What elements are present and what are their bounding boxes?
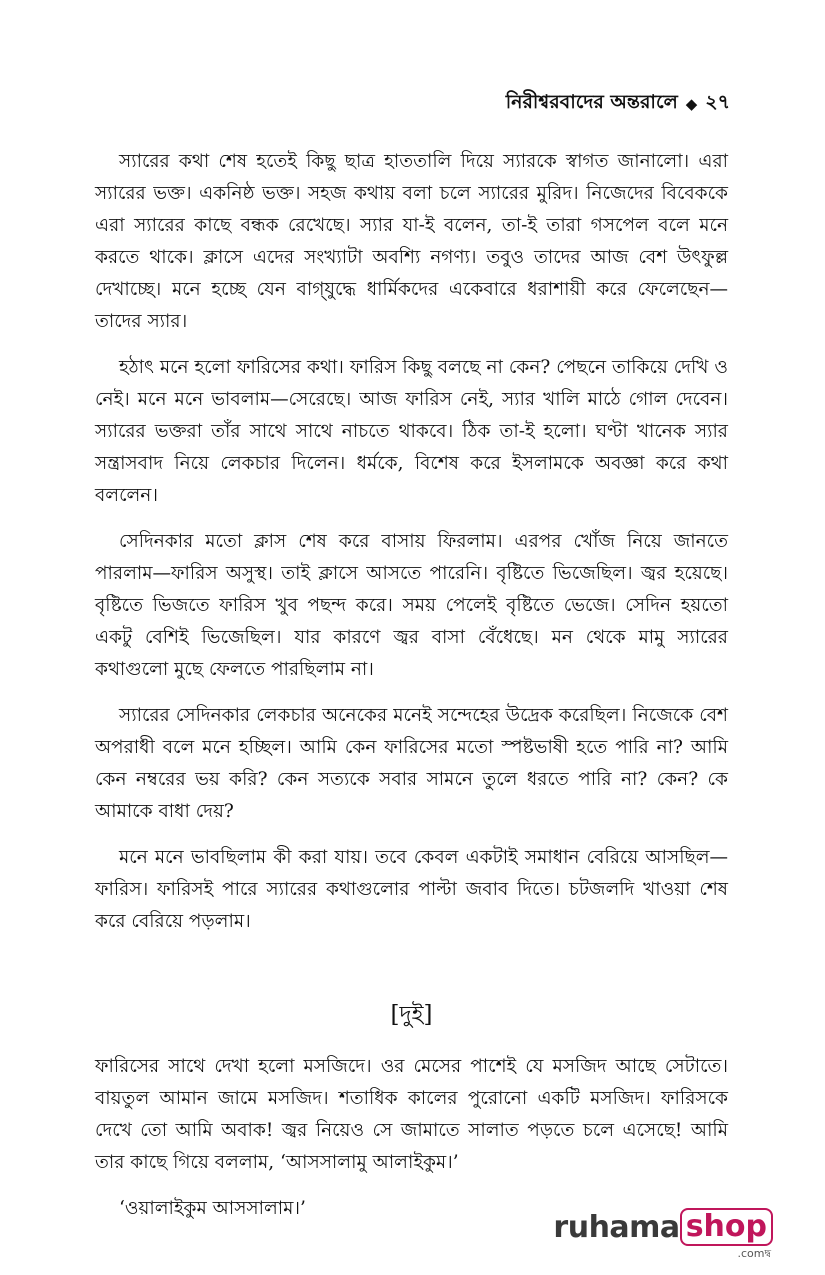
section-heading: [দুই] <box>390 1002 433 1028</box>
paragraph: ‘ওয়ালাইকুম আসসালাম।’ <box>119 1198 306 1219</box>
page-body <box>95 146 728 1239</box>
paragraph: স্যারের সেদিনকার লেকচার অনেকের মনেই সন্দেহের উদ্রেক করেছিল। নিজেকে বেশ অপরাধী বলে মনে হচ্ছিল। আমি কেন ফারিসের মতো স্পষ্টভাষী হতে পারি না? আমি কেন নম্বরের ভয় করি? কেন সত্যকে সবার সামনে তুলে ধরতে পারি না? কেন? কে আমাকে বাধা দেয়? <box>95 705 728 822</box>
watermark-text: ruhama <box>553 1209 680 1245</box>
book-title: নিরীশ্বরবাদের অন্তরালে <box>505 91 678 113</box>
paragraph: ফারিসের সাথে দেখা হলো মসজিদে। ওর মেসের পাশেই যে মসজিদ আছে সেটাতে। বায়তুল আমান জামে মসজিদ। শতাধিক কালের পুরোনো একটি মসজিদ। ফারিসকে দেখে তো আমি অবাক! জ্বর নিয়েও সে জামাতে সালাত পড়তে চলে এসেছে! আমি তার কাছে গিয়ে বললাম, ‘আসসালামু আলাইকুম।’ <box>95 1056 728 1173</box>
paragraph: মনে মনে ভাবছিলাম কী করা যায়। তবে কেবল একটাই সমাধান বেরিয়ে আসছিল—ফারিস। ফারিসই পারে স্যারের কথাগুলোর পাল্টা জবাব দিতে। চটজলদি খাওয়া শেষ করে বেরিয়ে পড়লাম। <box>95 847 728 932</box>
paragraph: স্যারের কথা শেষ হতেই কিছু ছাত্র হাততালি দিয়ে স্যারকে স্বাগত জানালো। এরা স্যারের ভক্ত। একনিষ্ঠ ভক্ত। সহজ কথায় বলা চলে স্যারের মুরিদ। নিজেদের বিবেককে এরা স্যারের কাছে বন্ধক রেখেছে। স্যার যা-ই বলেন, তা-ই তারা গসপেল বলে মনে করতে থাকে। ক্লাসে এদের সংখ্যাটা অবশ্যি নগণ্য। তবুও তাদের আজ বেশ উৎফুল্ল দেখাচ্ছে। মনে হচ্ছে যেন বাগ্‌যুদ্ধে ধার্মিকদের একেবারে ধরাশায়ী করে ফেলেছেন—তাদের স্যার। <box>95 151 728 332</box>
paragraph: হঠাৎ মনে হলো ফারিসের কথা। ফারিস কিছু বলছে না কেন? পেছনে তাকিয়ে দেখি ও নেই। মনে মনে ভাবলাম—সেরেছে। আজ ফারিস নেই, স্যার খালি মাঠে গোল দেবেন। স্যারের ভক্তরা তাঁর সাথে সাথে নাচতে থাকবে। ঠিক তা-ই হলো। ঘণ্টা খানেক স্যার সন্ত্রাসবাদ নিয়ে লেকচার দিলেন। ধর্মকে, বিশেষ করে ইসলামকে অবজ্ঞা করে কথা বললেন। <box>95 357 728 506</box>
paragraph: সেদিনকার মতো ক্লাস শেষ করে বাসায় ফিরলাম। এরপর খোঁজ নিয়ে জানতে পারলাম—ফারিস অসুস্থ। তাই ক্লাসে আসতে পারেনি। বৃষ্টিতে ভিজেছিল। জ্বর হয়েছে। বৃষ্টিতে ভিজতে ফারিস খুব পছন্দ করে। সময় পেলেই বৃষ্টিতে ভেজে। সেদিন হয়তো একটু বেশিই ভিজেছিল। যার কারণে জ্বর বাসা বেঁধেছে। মন থেকে মামু স্যারের কথাগুলো মুছে ফেলতে পারছিলাম না। <box>95 531 728 680</box>
watermark-text: shop <box>680 1208 773 1246</box>
running-header <box>506 88 730 120</box>
page-number: ২৭ <box>705 91 730 113</box>
watermark-text: .comদ্ব <box>737 1247 771 1260</box>
publisher-watermark-logo <box>553 1208 773 1260</box>
diamond-icon: ◆ <box>685 95 698 113</box>
